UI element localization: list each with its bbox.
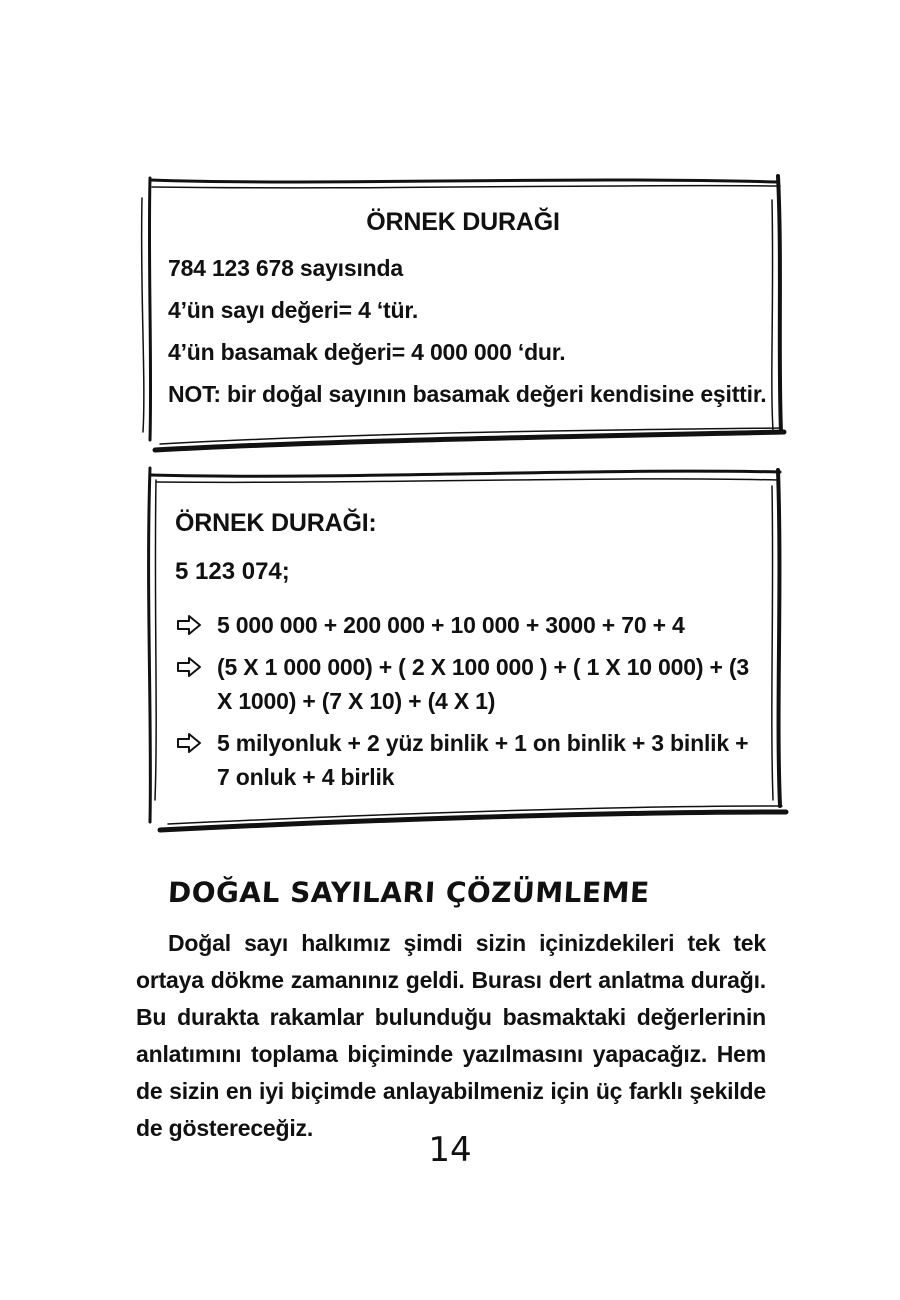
list-item: [175, 650, 760, 718]
section-heading: DOĞAL SAYILARI ÇÖZÜMLEME: [167, 876, 651, 910]
page-number: 14: [428, 1130, 472, 1170]
box2-left-border: [149, 468, 151, 822]
note-label: NOT:: [168, 381, 221, 407]
box2-right-border: [778, 470, 780, 806]
example-line-3: 4’ün basamak değeri= 4 000 000 ‘dur.: [168, 339, 566, 365]
decomposition-list: [175, 608, 760, 794]
example-number: 5 123 074;: [175, 558, 290, 585]
box1-right-border: [778, 176, 781, 432]
example-box-1-title: ÖRNEK DURAĞI: [366, 208, 560, 236]
note-text: bir doğal sayının basamak değeri kendisine eşittir.: [220, 381, 767, 407]
box1-bottom-border: [155, 432, 784, 450]
example-box-1: [168, 198, 767, 428]
box1-top-border: [150, 180, 778, 182]
list-item: [175, 608, 760, 642]
box2-top-border: [150, 471, 780, 476]
arrow-right-icon: [175, 608, 203, 642]
example-box-2-title: ÖRNEK DURAĞI:: [175, 509, 377, 537]
box2-bottom-border: [160, 812, 786, 830]
step-text: (5 X 1 000 000) + ( 2 X 100 000 ) + ( 1 X 10 000) + (3 X 1000) + (7 X 10) + (4 X 1): [217, 654, 749, 714]
example-box-2: [175, 498, 760, 798]
step-text: 5 milyonluk + 2 yüz binlik + 1 on binlik + 3 binlik + 7 onluk + 4 birlik: [217, 730, 749, 790]
step-text: 5 000 000 + 200 000 + 10 000 + 3000 + 70 + 4: [217, 612, 685, 638]
example-line-2: 4’ün sayı değeri= 4 ‘tür.: [168, 297, 419, 323]
example-line-1: 784 123 678 sayısında: [168, 255, 403, 281]
arrow-right-icon: [175, 650, 203, 684]
arrow-right-icon: [175, 726, 203, 760]
body-paragraph: Doğal sayı halkımız şimdi sizin içinizdekileri tek tek ortaya dökme zamanınız geldi. Burası dert anlatma durağı. Bu durakta rakamlar bulunduğu basmaktaki değerlerinin anlatımını toplama biçiminde yazılmasını yapacağız. Hem de sizin en iyi biçimde anlayabilmeniz için üç farklı şekilde de göstereceğiz.: [136, 930, 766, 1141]
note-line: [168, 373, 767, 415]
list-item: [175, 726, 760, 794]
box1-left-border: [149, 178, 150, 440]
